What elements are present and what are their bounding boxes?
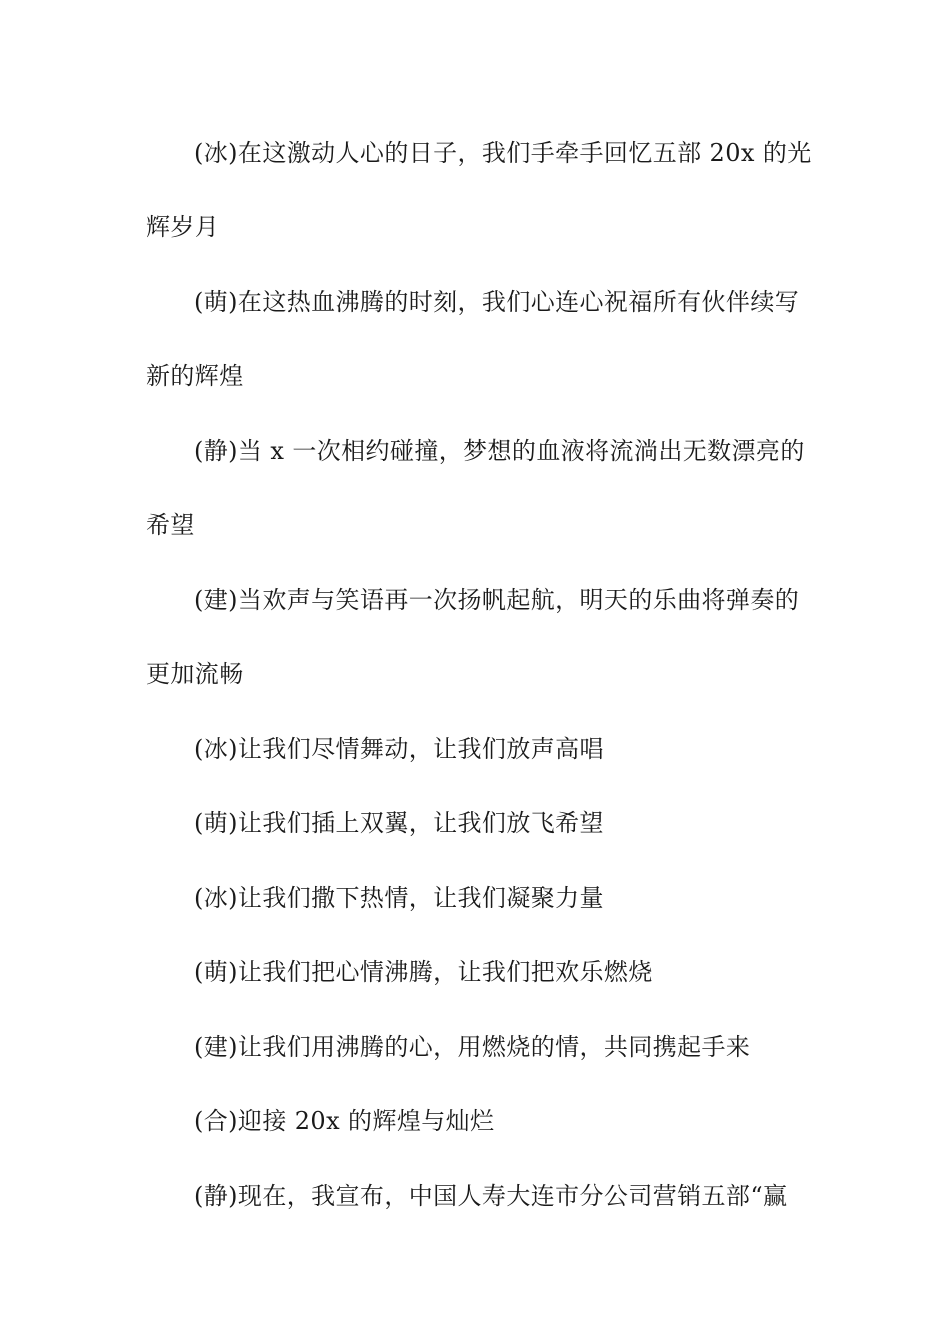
paragraph-line: 希望 (146, 511, 195, 539)
paragraph-line: (萌)在这热血沸腾的时刻，我们心连心祝福所有伙伴续写 (194, 288, 800, 316)
paragraph-line: (萌)让我们把心情沸腾，让我们把欢乐燃烧 (194, 958, 653, 986)
paragraph-line: (冰)让我们撒下热情，让我们凝聚力量 (194, 884, 604, 912)
paragraph-line: (萌)让我们插上双翼，让我们放飞希望 (194, 809, 604, 837)
paragraph-line: 更加流畅 (146, 660, 244, 688)
paragraph-line: (静)当 x 一次相约碰撞，梦想的血液将流淌出无数漂亮的 (194, 437, 805, 465)
paragraph-line: (静)现在，我宣布，中国人寿大连市分公司营销五部“赢 (194, 1182, 788, 1210)
paragraph-line: (冰)让我们尽情舞动，让我们放声高唱 (194, 735, 604, 763)
paragraph-line: (合)迎接 20x 的辉煌与灿烂 (194, 1107, 495, 1135)
paragraph-line: 新的辉煌 (146, 362, 244, 390)
paragraph-line: (建)让我们用沸腾的心，用燃烧的情，共同携起手来 (194, 1033, 751, 1061)
paragraph-line: (冰)在这激动人心的日子，我们手牵手回忆五部 20x 的光 (194, 139, 812, 167)
paragraph-line: 辉岁月 (146, 213, 220, 241)
paragraph-line: (建)当欢声与笑语再一次扬帆起航，明天的乐曲将弹奏的 (194, 586, 800, 614)
